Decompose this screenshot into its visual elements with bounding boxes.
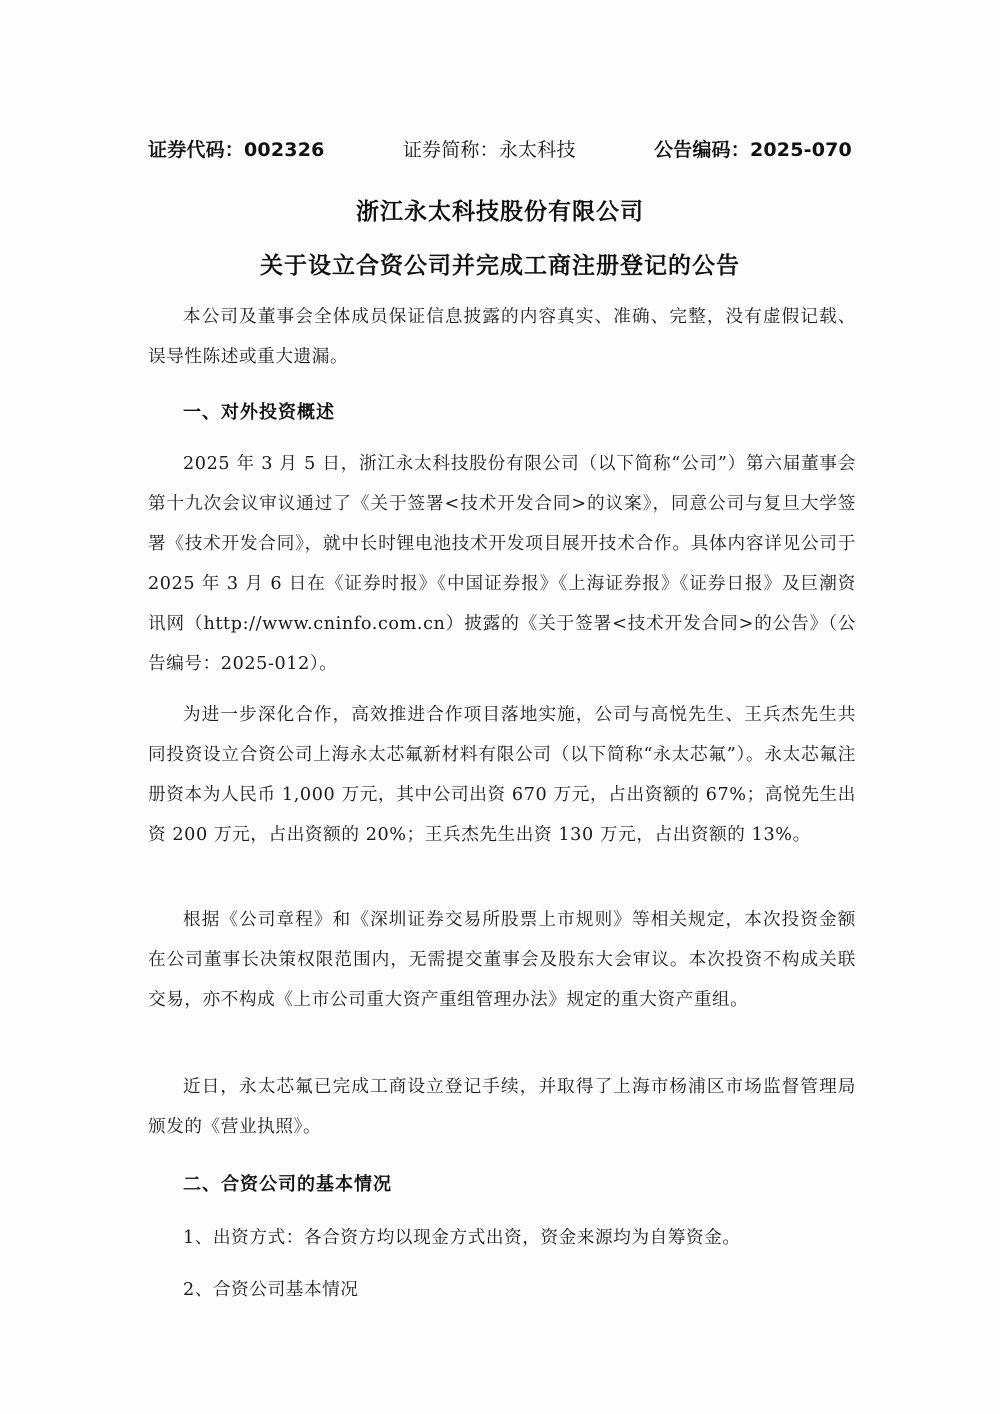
announcement-number-label: 公告编码： [653, 138, 750, 161]
stock-code-value: 002326 [244, 138, 325, 161]
list-item-contribution-method: 1、出资方式：各合资方均以现金方式出资，资金来源均为自筹资金。 [183, 1228, 741, 1248]
stock-name-label: 证券简称： [402, 138, 499, 161]
announcement-header [148, 133, 852, 163]
stock-code-label: 证券代码： [148, 138, 245, 161]
paragraph-joint-venture: 为进一步深化合作，高效推进合作项目落地实施，公司与高悦先生、王兵杰先生共同投资设立合资公司上海永太芯氟新材料有限公司（以下简称“永太芯氟”）。永太芯氟注册资本为人民币 1,000 万元，其中公司出资 670 万元，占出资额的 67%；高悦先生出资 200 万元，占出资额的 20%；王兵杰先生出资 130 万元，占出资额的 13%。 [148, 705, 856, 845]
company-title: 浙江永太科技股份有限公司 [356, 199, 644, 225]
announcement-number [654, 135, 852, 162]
stock-name [403, 135, 576, 162]
announcement-number-value: 2025-070 [749, 138, 852, 161]
stock-name-value: 永太科技 [498, 138, 576, 161]
section-heading-1: 一、对外投资概述 [183, 402, 335, 423]
list-item-jv-basic-info: 2、合资公司基本情况 [183, 1280, 359, 1300]
paragraph-investment-background: 2025 年 3 月 5 日，浙江永太科技股份有限公司（以下简称“公司”）第六届董事会第十九次会议审议通过了《关于签署<技术开发合同>的议案》，同意公司与复旦大学签署《技术开发合同》，就中长时锂电池技术开发项目展开技术合作。具体内容详见公司于 2025 年 3 月 6 日在《证券时报》《中国证券报》《上海证券报》《证券日报》及巨潮资讯网（http://www.cninfo.com.cn）披露的《关于签署<技术开发合同>的公告》（公告编号：2025-012）。 [148, 454, 856, 674]
section-heading-2: 二、合资公司的基本情况 [183, 1174, 392, 1195]
stock-code [148, 135, 325, 162]
paragraph-approval: 根据《公司章程》和《深圳证券交易所股票上市规则》等相关规定，本次投资金额在公司董事长决策权限范围内，无需提交董事会及股东大会审议。本次投资不构成关联交易，亦不构成《上市公司重大资产重组管理办法》规定的重大资产重组。 [148, 910, 856, 1010]
disclaimer-paragraph: 本公司及董事会全体成员保证信息披露的内容真实、准确、完整，没有虚假记载、误导性陈述或重大遗漏。 [148, 307, 856, 367]
paragraph-registration: 近日，永太芯氟已完成工商设立登记手续，并取得了上海市杨浦区市场监督管理局颁发的《营业执照》。 [148, 1077, 856, 1137]
announcement-title: 关于设立合资公司并完成工商注册登记的公告 [260, 253, 740, 279]
